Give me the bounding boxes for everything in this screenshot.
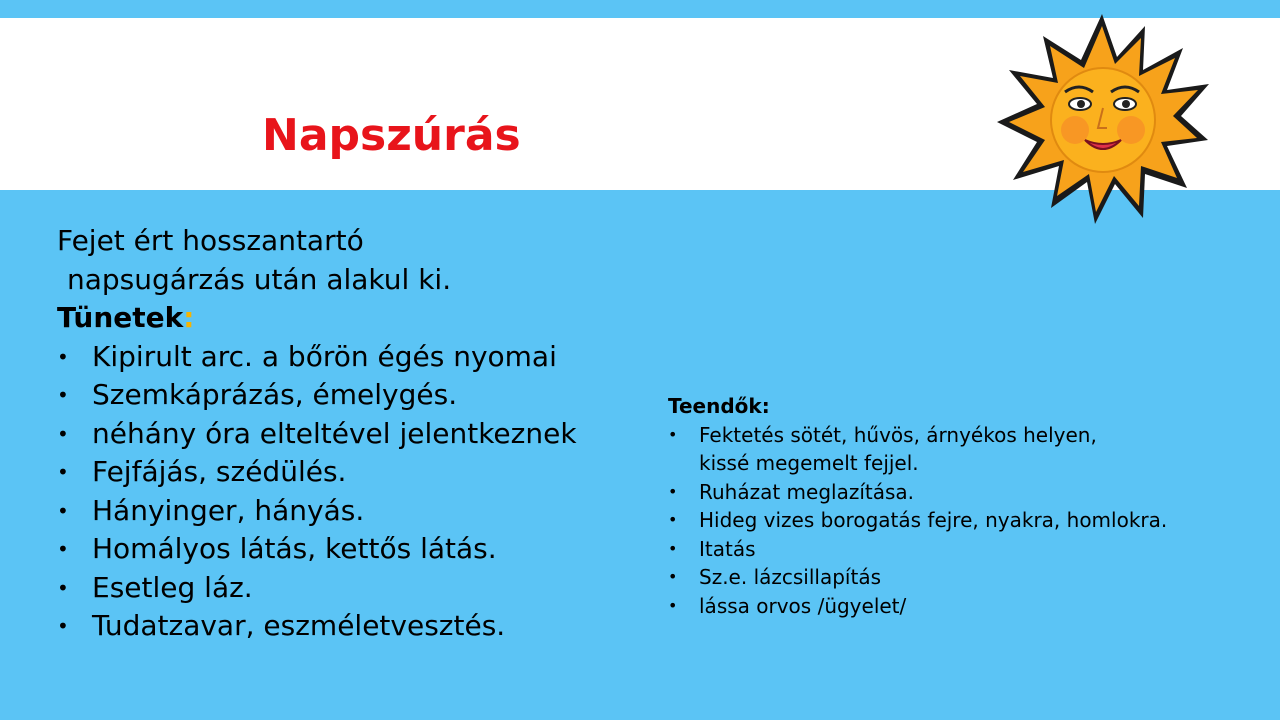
todo-text-continued: kissé megemelt fejjel. [699,451,919,475]
list-item [57,453,657,492]
bullet: • [57,498,69,523]
list-item [668,421,1273,478]
list-item [57,338,657,377]
sun-pupil-left [1077,100,1085,108]
list-item [57,569,657,608]
list-item [57,492,657,531]
list-item [57,415,657,454]
todo-text: Ruházat meglazítása. [699,479,915,504]
sun-cheek-right [1117,116,1145,144]
todo-text: Fektetés sötét, hűvös, árnyékos helyen, [699,422,1097,447]
slide-title: Napszúrás [262,110,521,161]
intro-line-2: napsugárzás után alakul ki. [67,262,452,296]
bullet: • [668,538,678,558]
symptom-text: Kipirult arc. a bőrön égés nyomai [92,339,557,373]
bullet: • [668,567,678,586]
intro-line-1: Fejet ért hosszantartó [57,224,364,257]
symptoms-heading [57,299,657,338]
symptom-text: Szemkáprázás, émelygés. [92,378,458,411]
bullet: • [668,510,678,529]
bullet: • [57,421,69,446]
symptoms-heading-text: Tünetek [57,301,184,334]
todo-section [668,392,1273,620]
list-item [668,478,1273,507]
list-item [668,506,1273,535]
bullet: • [57,344,69,369]
symptoms-list [57,338,657,646]
todo-list [668,421,1273,621]
todo-text: Itatás [699,536,756,561]
bullet: • [57,614,69,638]
list-item [668,535,1273,564]
bullet: • [668,424,678,444]
symptom-text: Homályos látás, kettős látás. [92,532,497,565]
sun-cheek-left [1061,116,1089,144]
list-item [668,592,1273,621]
sun-pupil-right [1122,100,1130,108]
list-item [57,530,657,569]
smiling-sun-icon [995,12,1210,224]
bullet: • [57,383,69,407]
symptom-text: Esetleg láz. [92,570,253,604]
bullet: • [57,537,69,561]
list-item [668,563,1273,592]
bullet: • [668,481,678,501]
list-item [57,607,657,646]
bullet: • [668,595,678,615]
symptom-text: Hányinger, hányás. [92,493,365,527]
list-item [57,376,657,415]
bullet: • [57,575,69,600]
todo-text: Sz.e. lázcsillapítás [699,565,881,589]
todo-heading: Teendők: [668,394,770,418]
bullet: • [57,460,69,484]
symptoms-heading-colon: : [183,301,195,334]
symptom-text: néhány óra elteltével jelentkeznek [92,416,577,450]
todo-text: Hideg vizes borogatás fejre, nyakra, homlokra. [699,508,1168,532]
symptom-text: Tudatzavar, eszméletvesztés. [92,609,506,642]
symptom-text: Fejfájás, szédülés. [92,455,347,488]
todo-text: lássa orvos /ügyelet/ [699,593,907,618]
symptoms-section [57,222,657,646]
